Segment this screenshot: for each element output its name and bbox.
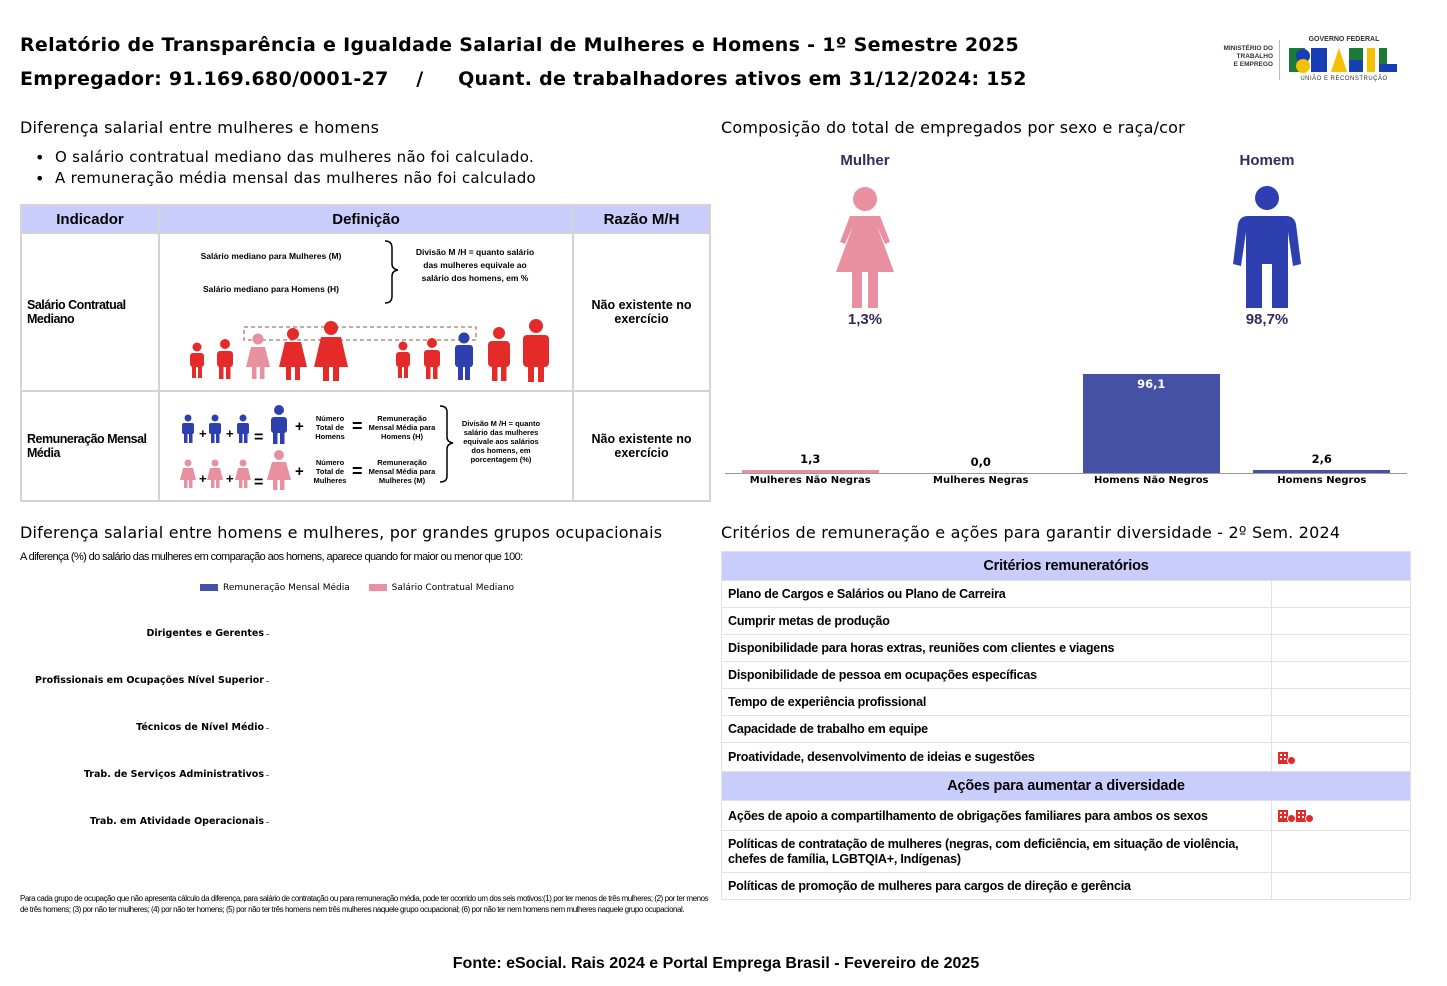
criteria-title: Critérios de remuneração e ações para garantir diversidade - 2º Sem. 2024 — [721, 523, 1341, 542]
occupation-label: Trab. de Serviços Administrativos — [83, 769, 264, 780]
svg-text:+: + — [226, 471, 234, 486]
bar-value-label: 96,1 — [1137, 377, 1166, 392]
header-ratio: Razão M/H — [573, 205, 710, 233]
ratio-median: Não existente no exercício — [573, 233, 710, 391]
criteria-table — [721, 551, 1411, 900]
actions-header: Ações para aumentar a diversidade — [722, 772, 1411, 801]
employer-info: Empregador: 91.169.680/0001-27 / Quant. de trabalhadores ativos em 31/12/2024: 152 — [20, 68, 1027, 90]
bar-category-label: Mulheres Não Negras — [749, 475, 871, 486]
svg-text:=: = — [352, 416, 363, 436]
occupation-label: Dirigentes e Gerentes — [146, 628, 264, 639]
svg-text:=: = — [254, 474, 264, 491]
bullet-2: • A remuneração média mensal das mulheres não foi calculado — [55, 169, 536, 187]
svg-text:+: + — [295, 418, 304, 435]
chart-baseline — [725, 473, 1407, 474]
criteria-item: Cumprir metas de produção — [722, 608, 1272, 635]
criteria-item: Plano de Cargos e Salários ou Plano de Carreira — [722, 581, 1272, 608]
bar-1 — [742, 470, 879, 473]
definition-median: Salário mediano para Mulheres (M) Salário mediano para Homens (H) Divisão M /H = quanto salário das mulheres equivale ao salário dos homens, em % — [159, 233, 573, 391]
svg-text:+: + — [199, 426, 207, 441]
occupational-subtitle: A diferença (%) do salário das mulheres em comparação aos homens, aparece quando for maior ou menor que 100: — [20, 551, 523, 563]
occupation-label: Profissionais em Ocupações Nível Superior — [34, 675, 264, 686]
bar-category-label: Homens Não Negros — [1093, 475, 1209, 486]
criteria-item: Tempo de experiência profissional — [722, 689, 1272, 716]
header-indicator: Indicador — [21, 205, 159, 233]
indicator-mean: Remuneração Mensal Média — [21, 391, 159, 501]
svg-text:+: + — [199, 471, 207, 486]
criteria-item: Capacidade de trabalho em equipe — [722, 716, 1272, 743]
criteria-item: Disponibilidade para horas extras, reuniões com clientes e viagens — [722, 635, 1272, 662]
definition-mean: + + = + = + + = + = Número Total de Homens Remuneração Mensal Média para Homens (H) Número Total de Mulheres Remuneração Mensal Média para Mulheres (M) Divisão M /H = quanto salário das mulheres equivale aos salários dos homens, em porcentagem (%) — [159, 391, 573, 501]
criteria-item: Proatividade, desenvolvimento de ideias e sugestões — [722, 743, 1272, 772]
building-icon — [1278, 752, 1288, 764]
action-item: Políticas de promoção de mulheres para cargos de direção e gerência — [722, 873, 1272, 900]
ratio-mean: Não existente no exercício — [573, 391, 710, 501]
svg-text:+: + — [226, 426, 234, 441]
bar-category-label: Mulheres Negras — [933, 475, 1029, 486]
building-icon — [1278, 810, 1288, 822]
bar-value-label: 1,3 — [800, 452, 821, 466]
report-title: Relatório de Transparência e Igualdade Salarial de Mulheres e Homens - 1º Semestre 2025 — [20, 34, 1019, 56]
occupation-label: Técnicos de Nível Médio — [136, 722, 264, 733]
criteria-header: Critérios remuneratórios — [722, 552, 1411, 581]
footer-source: Fonte: eSocial. Rais 2024 e Portal Emprega Brasil - Fevereiro de 2025 — [452, 955, 980, 972]
bar-4 — [1253, 470, 1390, 473]
svg-text:=: = — [352, 461, 363, 481]
occupational-title: Diferença salarial entre homens e mulheres, por grandes grupos ocupacionais — [20, 523, 663, 542]
salary-diff-title: Diferença salarial entre mulheres e homens — [20, 118, 380, 137]
bar-value-label: 0,0 — [970, 455, 991, 469]
woman-pct: 1,3% — [847, 311, 883, 328]
building-icon — [1296, 810, 1306, 822]
man-icon — [1230, 186, 1304, 312]
action-item: Ações de apoio a compartilhamento de obrigações familiares para ambos os sexos — [722, 801, 1272, 831]
gov-logo: MINISTÉRIO DO TRABALHO E EMPREGO GOVERNO FEDERAL UNIÃO E RECONSTRUÇÃO — [1195, 40, 1405, 90]
occupation-label: Trab. em Atividade Operacionais — [89, 816, 264, 827]
composition-title: Composição do total de empregados por sexo e raça/cor — [721, 118, 1185, 137]
brasil-wordmark — [1287, 44, 1399, 74]
man-pct: 98,7% — [1245, 311, 1289, 328]
legend-swatch-remuneration — [200, 584, 218, 591]
woman-icon — [828, 186, 902, 312]
woman-label: Mulher — [840, 152, 890, 169]
header-definition: Definição — [159, 205, 573, 233]
svg-text:+: + — [295, 463, 304, 480]
bar-category-label: Homens Negros — [1277, 475, 1367, 486]
indicator-table — [20, 204, 711, 502]
bullet-1: • O salário contratual mediano das mulheres não foi calculado. — [55, 148, 534, 166]
occupational-note: Para cada grupo de ocupação que não apresenta cálculo da diferença, para salário de contratação ou para remuneração média, pode ter ocorrido um dos seis motivos:(1) por ter menos de três mulheres; (2) por ter menos de três homens; (3) por não ter mulheres; (4) por não ter homens; (5) por não ter três homens nem três mulheres naquele grupo ocupacional; (6) por não ter nem homens nem mulheres naquele grupo ocupacional. — [20, 894, 709, 914]
criteria-item: Disponibilidade de pessoa em ocupações específicas — [722, 662, 1272, 689]
indicator-median: Salário Contratual Mediano — [21, 233, 159, 391]
svg-text:=: = — [254, 429, 264, 446]
bar-value-label: 2,6 — [1311, 452, 1332, 466]
occupational-legend: Remuneração Mensal Média Salário Contratual Mediano — [200, 583, 514, 593]
composition-bar-chart — [725, 360, 1407, 495]
legend-swatch-median — [369, 584, 387, 591]
action-item: Políticas de contratação de mulheres (negras, com deficiência, em situação de violência, chefes de família, LGBTQIA+, Indígenas) — [722, 831, 1272, 873]
man-label: Homem — [1239, 152, 1295, 169]
